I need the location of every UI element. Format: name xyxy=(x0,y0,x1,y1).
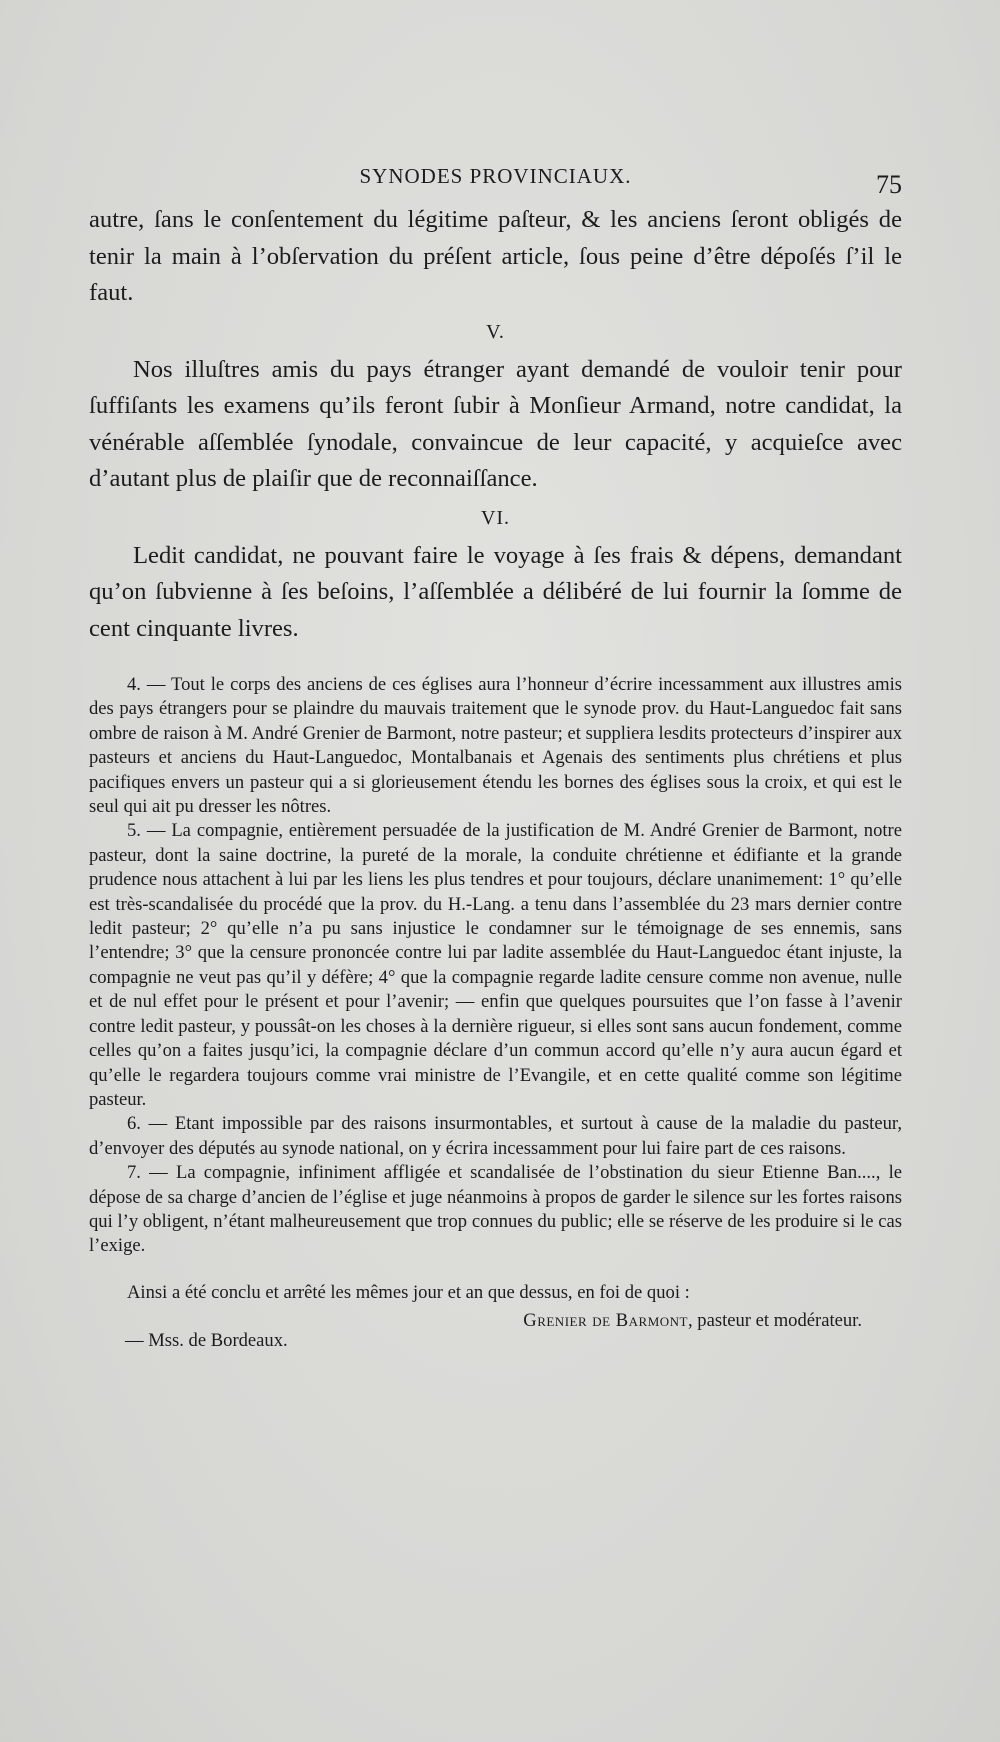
signature xyxy=(523,1309,862,1333)
intro-paragraph: autre, ſans le conſentement du légitime paſteur, & les anciens ſeront obligés de tenir la main à l’obſervation du préſent article, ſous peine d’être dépoſés ſ’il le faut. xyxy=(89,206,902,306)
signatory-name: Grenier de Barmont xyxy=(523,1310,688,1332)
closing-formula: Ainsi a été conclu et arrêté les mêmes jour et an que dessus, en foi de quoi : xyxy=(127,1281,690,1303)
page-header xyxy=(89,162,902,202)
section-numeral: V. xyxy=(486,320,505,343)
section-numeral: VI. xyxy=(480,506,511,529)
signatory-title: , pasteur et modérateur. xyxy=(688,1310,862,1332)
signature-row xyxy=(89,1309,902,1357)
page-number: 75 xyxy=(876,170,902,199)
article-4: 4. — Tout le corps des anciens de ces églises aura l’honneur d’écrire incessamment aux illustres amis des pays étrangers pour se plaindre du mauvais traitement que le synode prov. du Haut-Languedoc fait sans ombre de raison à M. André Grenier de Barmont, notre pasteur; et suppliera lesdits protecteurs d’inspirer aux pasteurs et anciens du Haut-Languedoc, Montalbanais et Agenais des sentiments plus chrétiens et plus pacifiques envers un pasteur qui a si glorieusement étendu les bornes des églises sous la croix, et qui est le seul qui ait pu dresser les nôtres. xyxy=(89,674,902,818)
section-text: Nos illuſtres amis du pays étranger ayant demandé de vouloir tenir pour ſuffiſants les examens qu’ils feront ſubir à Monſieur Armand, notre candidat, la vénérable aſſemblée ſynodale, convaincue de leur capacité, y acquieſce avec d’autant plus de plaiſir que de reconnaiſſance. xyxy=(89,355,902,492)
section-text: Ledit candidat, ne pouvant faire le voyage à ſes frais & dépens, demandant qu’on ſubvienne à ſes beſoins, l’aſſemblée a délibéré de lui fournir la ſomme de cent cinquante livres. xyxy=(89,541,902,642)
article-6: 6. — Etant impossible par des raisons insurmontables, et surtout à cause de la maladie du pasteur, d’envoyer des députés au synode national, on y écrira incessamment pour lui faire part de ces raisons. xyxy=(89,1113,902,1159)
articles-block xyxy=(89,673,902,1259)
section-vi xyxy=(89,502,902,648)
running-title: SYNODES PROVINCIAUX. xyxy=(359,164,632,188)
source-citation: — Mss. de Bordeaux. xyxy=(125,1330,288,1352)
article-5: 5. — La compagnie, entièrement persuadée de la justification de M. André Grenier de Barmont, notre pasteur, dont la saine doctrine, la pureté de la morale, la conduite chrétienne et édifiante et la grande prudence nous attachent à lui par les liens les plus tendres et pour toujours, déclare unanimement: 1° qu’elle est très-scandalisée du procédé que la prov. du H.-Lang. a tenu dans l’assemblée du 23 mars dernier contre ledit pasteur; 2° qu’elle n’a pu sans injustice le condamner sur le témoignage de ses ennemis, sans l’entendre; 3° que la censure prononcée contre lui par ladite assemblée du Haut-Languedoc étant injuste, la compagnie ne veut pas qu’il y défère; 4° que la compagnie regarde ladite censure comme non avenue, nulle et de nul effet pour le présent et pour l’avenir; — enfin que quelques poursuites que l’on fasse à l’avenir contre ledit pasteur, y poussât-on les choses à la dernière rigueur, si elles sont sans aucun fondement, comme celles qu’on a faites jusqu’ici, la compagnie déclare d’un commun accord qu’elle n’y aura aucun égard et qu’elle le regardera toujours comme vrai ministre de l’Evangile, et en cette qualité comme son légitime pasteur. xyxy=(89,820,902,1110)
section-v xyxy=(89,316,902,498)
article-7: 7. — La compagnie, infiniment affligée et scandalisée de l’obstination du sieur Etienne Ban...., le dépose de sa charge d’ancien de l’église et juge néanmoins à propos de garder le silence sur les fortes raisons qui l’y obligent, n’étant malheureusement que trop connues du public; elle se réserve de les produire si le cas l’exige. xyxy=(89,1162,902,1257)
